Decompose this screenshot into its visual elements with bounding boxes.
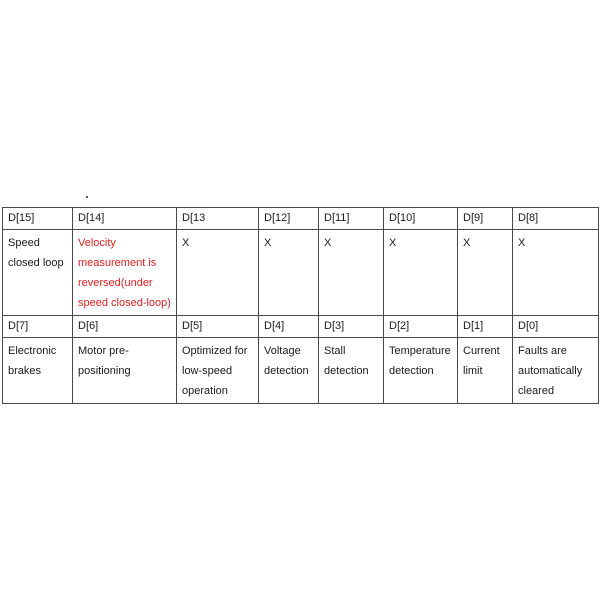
table-cell: D[5] <box>177 316 259 338</box>
table-cell: D[14] <box>73 208 177 230</box>
table-cell: D[15] <box>3 208 73 230</box>
table-cell: X <box>177 230 259 316</box>
table-cell: X <box>513 230 599 316</box>
table-cell: X <box>384 230 458 316</box>
table-cell: X <box>259 230 319 316</box>
table-cell: Voltage detection <box>259 338 319 404</box>
table-cell-highlighted: Velocity measurement is reversed(under speed closed-loop) <box>73 230 177 316</box>
table-cell: D[1] <box>458 316 513 338</box>
table-cell: Faults are automatically cleared <box>513 338 599 404</box>
table-row-desc-low <box>3 338 599 404</box>
table-cell: Current limit <box>458 338 513 404</box>
table-cell: D[7] <box>3 316 73 338</box>
table-cell: Optimized for low-speed operation <box>177 338 259 404</box>
table-cell: Stall detection <box>319 338 384 404</box>
bit-definition-table <box>2 207 599 404</box>
table-row-bits-high <box>3 208 599 230</box>
table-row-bits-low <box>3 316 599 338</box>
table-cell: D[10] <box>384 208 458 230</box>
table-cell: D[13 <box>177 208 259 230</box>
table-cell: Motor pre-positioning <box>73 338 177 404</box>
table-cell: D[3] <box>319 316 384 338</box>
table-cell: D[8] <box>513 208 599 230</box>
table-cell: Speed closed loop <box>3 230 73 316</box>
table-cell: Temperature detection <box>384 338 458 404</box>
table-cell: X <box>458 230 513 316</box>
table-cell: X <box>319 230 384 316</box>
stray-mark <box>86 196 88 198</box>
table-cell: Electronic brakes <box>3 338 73 404</box>
table-cell: D[6] <box>73 316 177 338</box>
table-cell: D[11] <box>319 208 384 230</box>
table-cell: D[2] <box>384 316 458 338</box>
table-cell: D[12] <box>259 208 319 230</box>
table-cell: D[0] <box>513 316 599 338</box>
table-cell: D[4] <box>259 316 319 338</box>
table-cell: D[9] <box>458 208 513 230</box>
table-row-desc-high <box>3 230 599 316</box>
